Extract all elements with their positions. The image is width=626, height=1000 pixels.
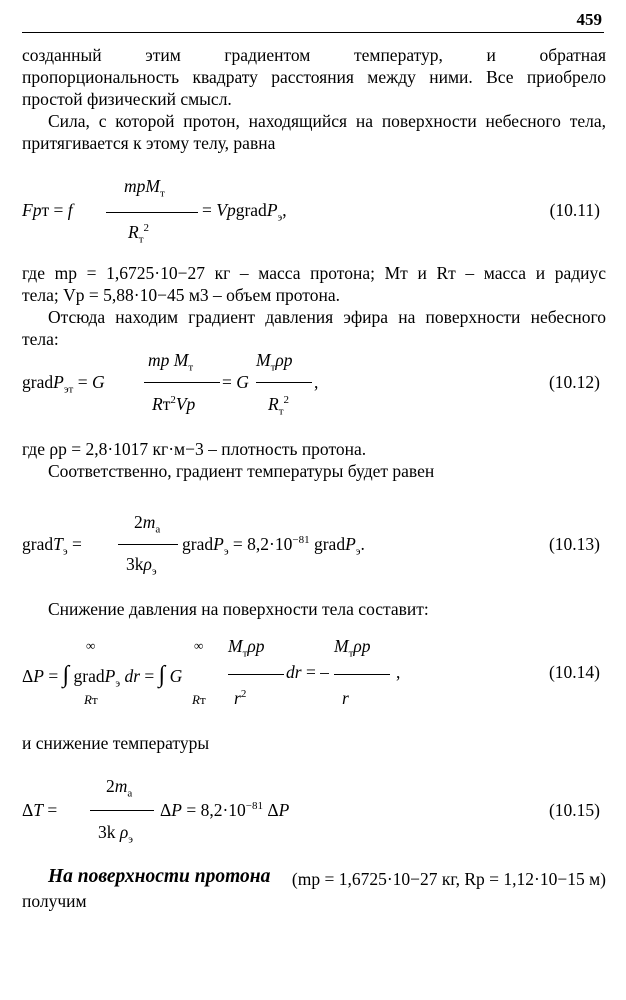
equation-10-13: $2m_a$ gradT$_э$ = gradP$_э$ = $8,2\cdot 10^{-81}$ gradP$_э$. $3k\rho_э$ (10.13) (22, 512, 600, 578)
paragraph-1-line-1: созданный этим градиентом температур, и обратная (22, 45, 606, 65)
paragraph-3-line-2: тела; Vp = 5,88·10−45 м3 – объем протона. (22, 285, 340, 305)
equation-number: (10.15) (548, 800, 600, 820)
paragraph-1-rest: пропорциональность квадрату расстояния между ними. Все приобрело простой физический смысл. (22, 67, 606, 109)
equation-number: (10.14) (548, 662, 600, 682)
page-header (22, 6, 604, 33)
paragraph-7: Снижение давления на поверхности тела составит: (48, 599, 429, 619)
paragraph-6: Соответственно, градиент температуры будет равен (48, 461, 435, 481)
paragraph-5: где ρp = 2,8·1017 кг·м−3 – плотность протона. (22, 439, 367, 459)
equation-10-11: mpM$_т$ Fpт = f = VpgradP$_э$, $R_т^2$ (10.11) (22, 176, 600, 246)
paragraph-3-line-1: где mp = 1,6725·10−27 кг – масса протона; Mт и Rт – масса и радиус (22, 263, 606, 283)
emphasis-heading: На поверхности протона (48, 866, 271, 887)
equation-10-12: mp $M_т$ $M_т\rho p$ gradP$_{эт}$ = G = G , $Rт^2Vp$ $R_т^2$ (10.12) (22, 350, 600, 418)
paragraph-8: и снижение температуры (22, 733, 210, 753)
equation-10-15: $2m_a$ ΔT = $\Delta P = 8,2\cdot 10^{-81}$ ΔP 3k $\rho_э$ (10.15) (22, 776, 600, 846)
paragraph-9-line-2: получим (22, 891, 87, 911)
equation-number: (10.13) (548, 534, 600, 554)
paragraph-2: Сила, с которой протон, находящийся на поверхности небесного тела, притягивается к этому телу, равна (22, 111, 606, 153)
page-number: 459 (576, 10, 602, 29)
proton-parameters: (mp = 1,6725·10−27 кг, Rp = 1,12·10−15 м) (291, 869, 606, 889)
paragraph-4: Отсюда находим градиент давления эфира на поверхности небесного тела: (22, 307, 606, 349)
equation-number: (10.12) (548, 372, 600, 392)
equation-number: (10.11) (549, 200, 600, 220)
equation-10-14: ∞ ∞ $M_т\rho p$ $M_т\rho p$ ΔP = ∫ gradP$_э$ dr = ∫ G dr = – , Rт Rт $r^2$ r (10.14) (22, 636, 600, 708)
